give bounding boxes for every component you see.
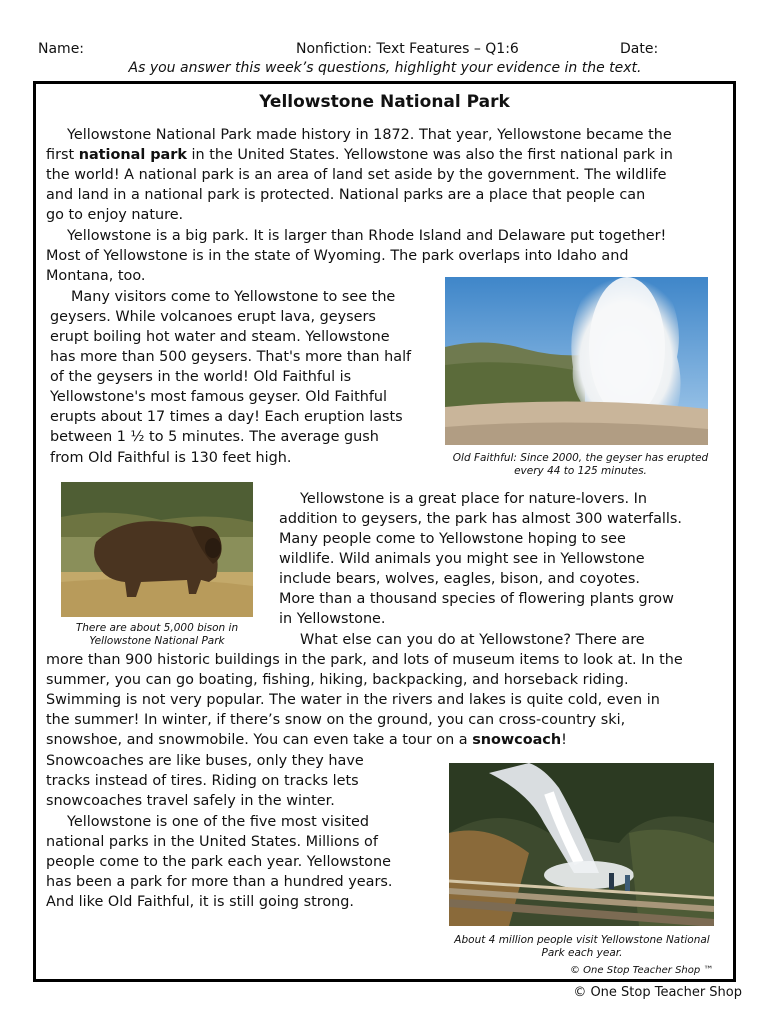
body-line: more than 900 historic buildings in the park, and lots of museum items to look at. In the xyxy=(46,652,683,668)
article-title: Yellowstone National Park xyxy=(259,92,510,112)
bison-caption: There are about 5,000 bison in Yellowstone National Park xyxy=(75,622,239,647)
geyser-image xyxy=(445,277,708,445)
bison-image xyxy=(61,482,253,617)
body-line: erupts about 17 times a day! Each eruption lasts xyxy=(50,409,403,425)
body-line: Yellowstone National Park made history in 1872. That year, Yellowstone became the xyxy=(67,127,672,143)
body-line: What else can you do at Yellowstone? There are xyxy=(300,632,645,648)
body-line: national parks in the United States. Millions of xyxy=(46,834,378,850)
body-line: go to enjoy nature. xyxy=(46,207,184,223)
bison-photo xyxy=(61,482,253,617)
date-label: Date: xyxy=(620,41,659,57)
body-line: and land in a national park is protected. National parks are a place that people can xyxy=(46,187,646,203)
geyser-caption: Old Faithful: Since 2000, the geyser has erupted every 44 to 125 minutes. xyxy=(452,452,709,477)
waterfall-image xyxy=(449,763,714,926)
name-label: Name: xyxy=(38,41,85,57)
body-line: of the geysers in the world! Old Faithful is xyxy=(50,369,352,385)
body-line: Yellowstone is a big park. It is larger than Rhode Island and Delaware put together! xyxy=(67,228,667,244)
watermark: © One Stop Teacher Shop ™ xyxy=(570,965,714,976)
body-line: Yellowstone is one of the five most visited xyxy=(67,814,370,830)
body-line: Montana, too. xyxy=(46,268,146,284)
body-line: people come to the park each year. Yellowstone xyxy=(46,854,391,870)
key-term: national park xyxy=(78,147,187,163)
key-term: snowcoach xyxy=(472,732,562,748)
body-line: erupt boiling hot water and steam. Yellowstone xyxy=(50,329,390,345)
instructions: As you answer this week’s questions, highlight your evidence in the text. xyxy=(128,60,642,76)
body-line: wildlife. Wild animals you might see in Yellowstone xyxy=(279,551,645,567)
body-line: between 1 ½ to 5 minutes. The average gush xyxy=(50,429,379,445)
body-line: the world! A national park is an area of land set aside by the government. The wildlife xyxy=(46,167,667,183)
body-line: has been a park for more than a hundred years. xyxy=(46,874,393,890)
footer-copyright: © One Stop Teacher Shop xyxy=(573,985,742,1000)
body-line: Snowcoaches are like buses, only they have xyxy=(46,753,364,769)
body-line: snowshoe, and snowmobile. You can even take a tour on a snowcoach! xyxy=(46,732,567,748)
body-line: Many people come to Yellowstone hoping to see xyxy=(279,531,626,547)
body-line: first national park in the United States. Yellowstone was also the first national park in xyxy=(46,147,673,163)
waterfall-caption: About 4 million people visit Yellowstone National Park each year. xyxy=(454,934,710,959)
body-line: tracks instead of tires. Riding on tracks lets xyxy=(46,773,359,789)
body-line: geysers. While volcanoes erupt lava, geysers xyxy=(50,309,376,325)
body-line: from Old Faithful is 130 feet high. xyxy=(50,450,292,466)
waterfall-photo xyxy=(449,763,714,926)
body-line: Many visitors come to Yellowstone to see the xyxy=(71,289,396,305)
article-frame xyxy=(33,81,736,982)
body-line: has more than 500 geysers. That's more than half xyxy=(50,349,412,365)
body-line: the summer! In winter, if there’s snow on the ground, you can cross-country ski, xyxy=(46,712,626,728)
body-line: in Yellowstone. xyxy=(279,611,386,627)
old-faithful-photo xyxy=(445,277,708,445)
body-line: snowcoaches travel safely in the winter. xyxy=(46,793,335,809)
body-line: And like Old Faithful, it is still going strong. xyxy=(46,894,354,910)
body-line: Yellowstone's most famous geyser. Old Faithful xyxy=(50,389,388,405)
body-line: Most of Yellowstone is in the state of Wyoming. The park overlaps into Idaho and xyxy=(46,248,629,264)
body-line: summer, you can go boating, fishing, hiking, backpacking, and horseback riding. xyxy=(46,672,629,688)
body-line: addition to geysers, the park has almost 300 waterfalls. xyxy=(279,511,682,527)
body-line: Swimming is not very popular. The water in the rivers and lakes is quite cold, even in xyxy=(46,692,660,708)
body-line: More than a thousand species of flowering plants grow xyxy=(279,591,674,607)
body-line: Yellowstone is a great place for nature-lovers. In xyxy=(300,491,647,507)
body-line: include bears, wolves, eagles, bison, and coyotes. xyxy=(279,571,640,587)
worksheet-topic: Nonfiction: Text Features – Q1:6 xyxy=(296,41,519,57)
